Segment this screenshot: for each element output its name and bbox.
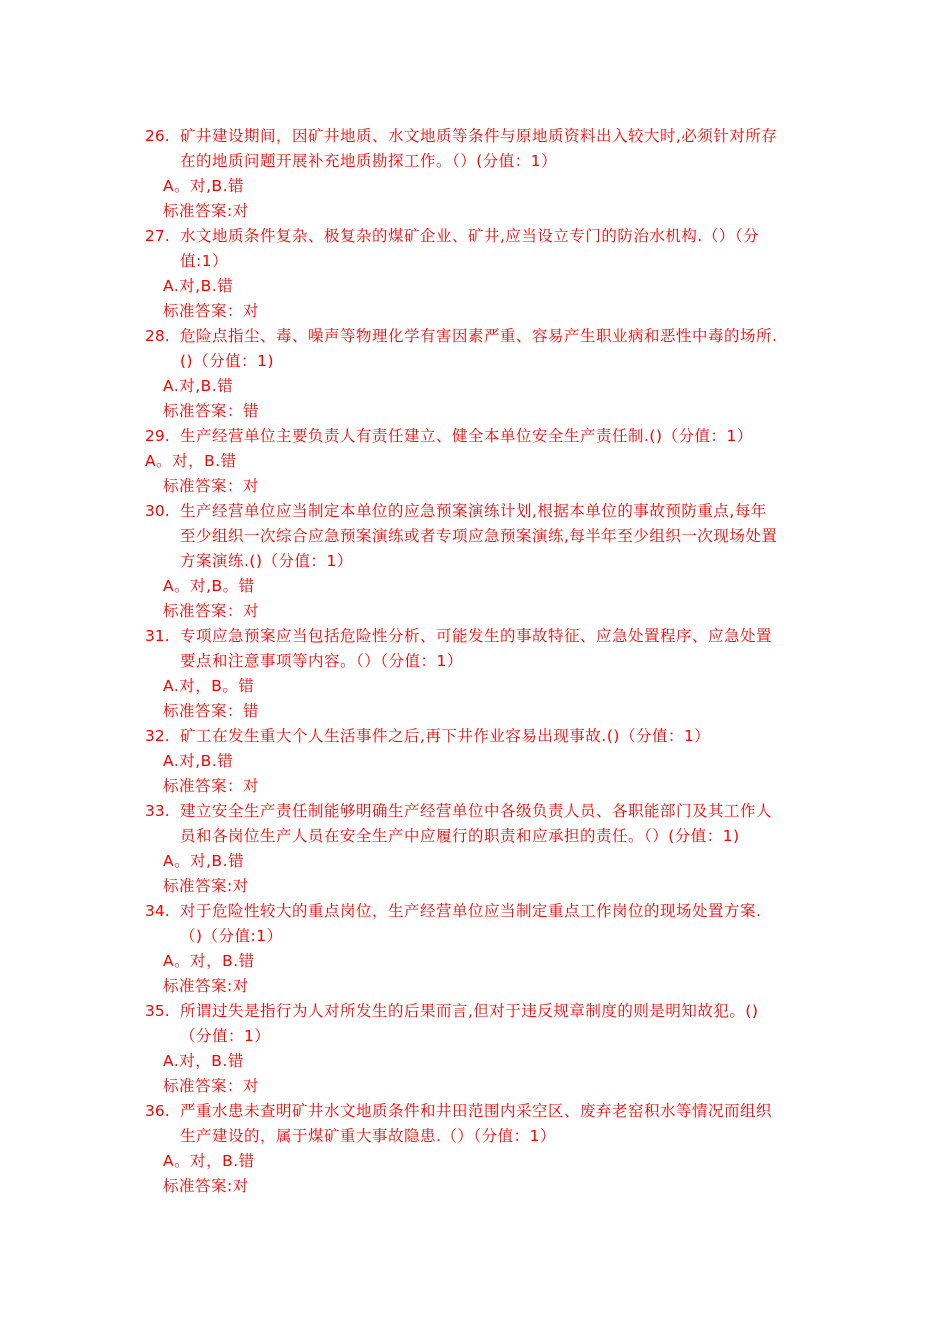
standard-answer: 标准答案:对 — [163, 977, 249, 995]
question-text-line: 建立安全生产责任制能够明确生产经营单位中各级负责人员、各职能部门及其工作人 — [180, 802, 773, 820]
standard-answer: 标准答案:对 — [163, 877, 249, 895]
standard-answer: 标准答案:对 — [163, 202, 249, 220]
question-number: 34. — [145, 902, 170, 920]
answer-options: A.对,B.错 — [163, 752, 234, 770]
standard-answer: 标准答案：错 — [163, 702, 260, 720]
question-number: 35. — [145, 1002, 170, 1020]
answer-options: A.对，B。错 — [163, 677, 255, 695]
question-text-line: 危险点指尘、毒、噪声等物理化学有害因素严重、容易产生职业病和恶性中毒的场所. — [180, 327, 778, 345]
question-number: 33. — [145, 802, 170, 820]
question-text-line: 至少组织一次综合应急预案演练或者专项应急预案演练,每半年至少组织一次现场处置 — [180, 527, 778, 545]
question-number: 36. — [145, 1102, 170, 1120]
question-text-line: 所谓过失是指行为人对所发生的后果而言,但对于违反规章制度的则是明知故犯。() — [180, 1002, 759, 1020]
answer-options: A。对，B.错 — [163, 1152, 255, 1170]
question-text-line: 专项应急预案应当包括危险性分析、可能发生的事故特征、应急处置程序、应急处置 — [180, 627, 773, 645]
question-number: 28. — [145, 327, 170, 345]
question-text-line: 要点和注意事项等内容。（）（分值：1） — [180, 652, 463, 670]
question-text-line: 矿井建设期间，因矿井地质、水文地质等条件与原地质资料出入较大时,必须针对所存 — [180, 127, 778, 145]
question-text-line: ()（分值：1) — [180, 352, 275, 370]
question-text-line: 值:1） — [180, 252, 229, 270]
answer-options: A。对，B.错 — [163, 952, 255, 970]
answer-options: A。对,B。错 — [163, 577, 255, 595]
standard-answer: 标准答案：对 — [163, 302, 260, 320]
question-text-line: 矿工在发生重大个人生活事件之后,再下井作业容易出现事故.()（分值：1） — [180, 727, 711, 745]
question-text-line: 员和各岗位生产人员在安全生产中应履行的职责和应承担的责任。（）(分值：1) — [180, 827, 740, 845]
question-text-line: 严重水患未查明矿井水文地质条件和井田范围内采空区、废弃老窑积水等情况而组织 — [180, 1102, 773, 1120]
answer-options: A.对,B.错 — [163, 377, 234, 395]
standard-answer: 标准答案：对 — [163, 602, 260, 620]
question-text-line: 在的地质问题开展补充地质勘探工作。（）(分值：1） — [180, 152, 558, 170]
question-text-line: 方案演练.()（分值：1） — [180, 552, 353, 570]
answer-options: A。对,B.错 — [163, 177, 245, 195]
question-number: 26. — [145, 127, 170, 145]
standard-answer: 标准答案:对 — [163, 1177, 249, 1195]
question-number: 31. — [145, 627, 170, 645]
standard-answer: 标准答案：对 — [163, 1077, 260, 1095]
question-text-line: 生产经营单位应当制定本单位的应急预案演练计划,根据本单位的事故预防重点,每年 — [180, 502, 767, 520]
question-text-line: （分值：1） — [180, 1027, 271, 1045]
question-text-line: 生产建设的，属于煤矿重大事故隐患.（）（分值：1） — [180, 1127, 557, 1145]
answer-options: A.对,B.错 — [163, 277, 234, 295]
answer-options: A。对，B.错 — [145, 452, 237, 470]
question-number: 29. — [145, 427, 170, 445]
answer-options: A.对，B.错 — [163, 1052, 244, 1070]
answer-options: A。对,B.错 — [163, 852, 245, 870]
standard-answer: 标准答案：对 — [163, 477, 260, 495]
question-number: 30. — [145, 502, 170, 520]
standard-answer: 标准答案：对 — [163, 777, 260, 795]
standard-answer: 标准答案：错 — [163, 402, 260, 420]
question-number: 32. — [145, 727, 170, 745]
question-text-line: （)（分值:1） — [180, 927, 283, 945]
question-number: 27. — [145, 227, 170, 245]
question-text-line: 对于危险性较大的重点岗位，生产经营单位应当制定重点工作岗位的现场处置方案. — [180, 902, 762, 920]
question-text-line: 生产经营单位主要负责人有责任建立、健全本单位安全生产责任制.()（分值：1） — [180, 427, 753, 445]
question-text-line: 水文地质条件复杂、极复杂的煤矿企业、矿井,应当设立专门的防治水机构.（）（分 — [180, 227, 760, 245]
